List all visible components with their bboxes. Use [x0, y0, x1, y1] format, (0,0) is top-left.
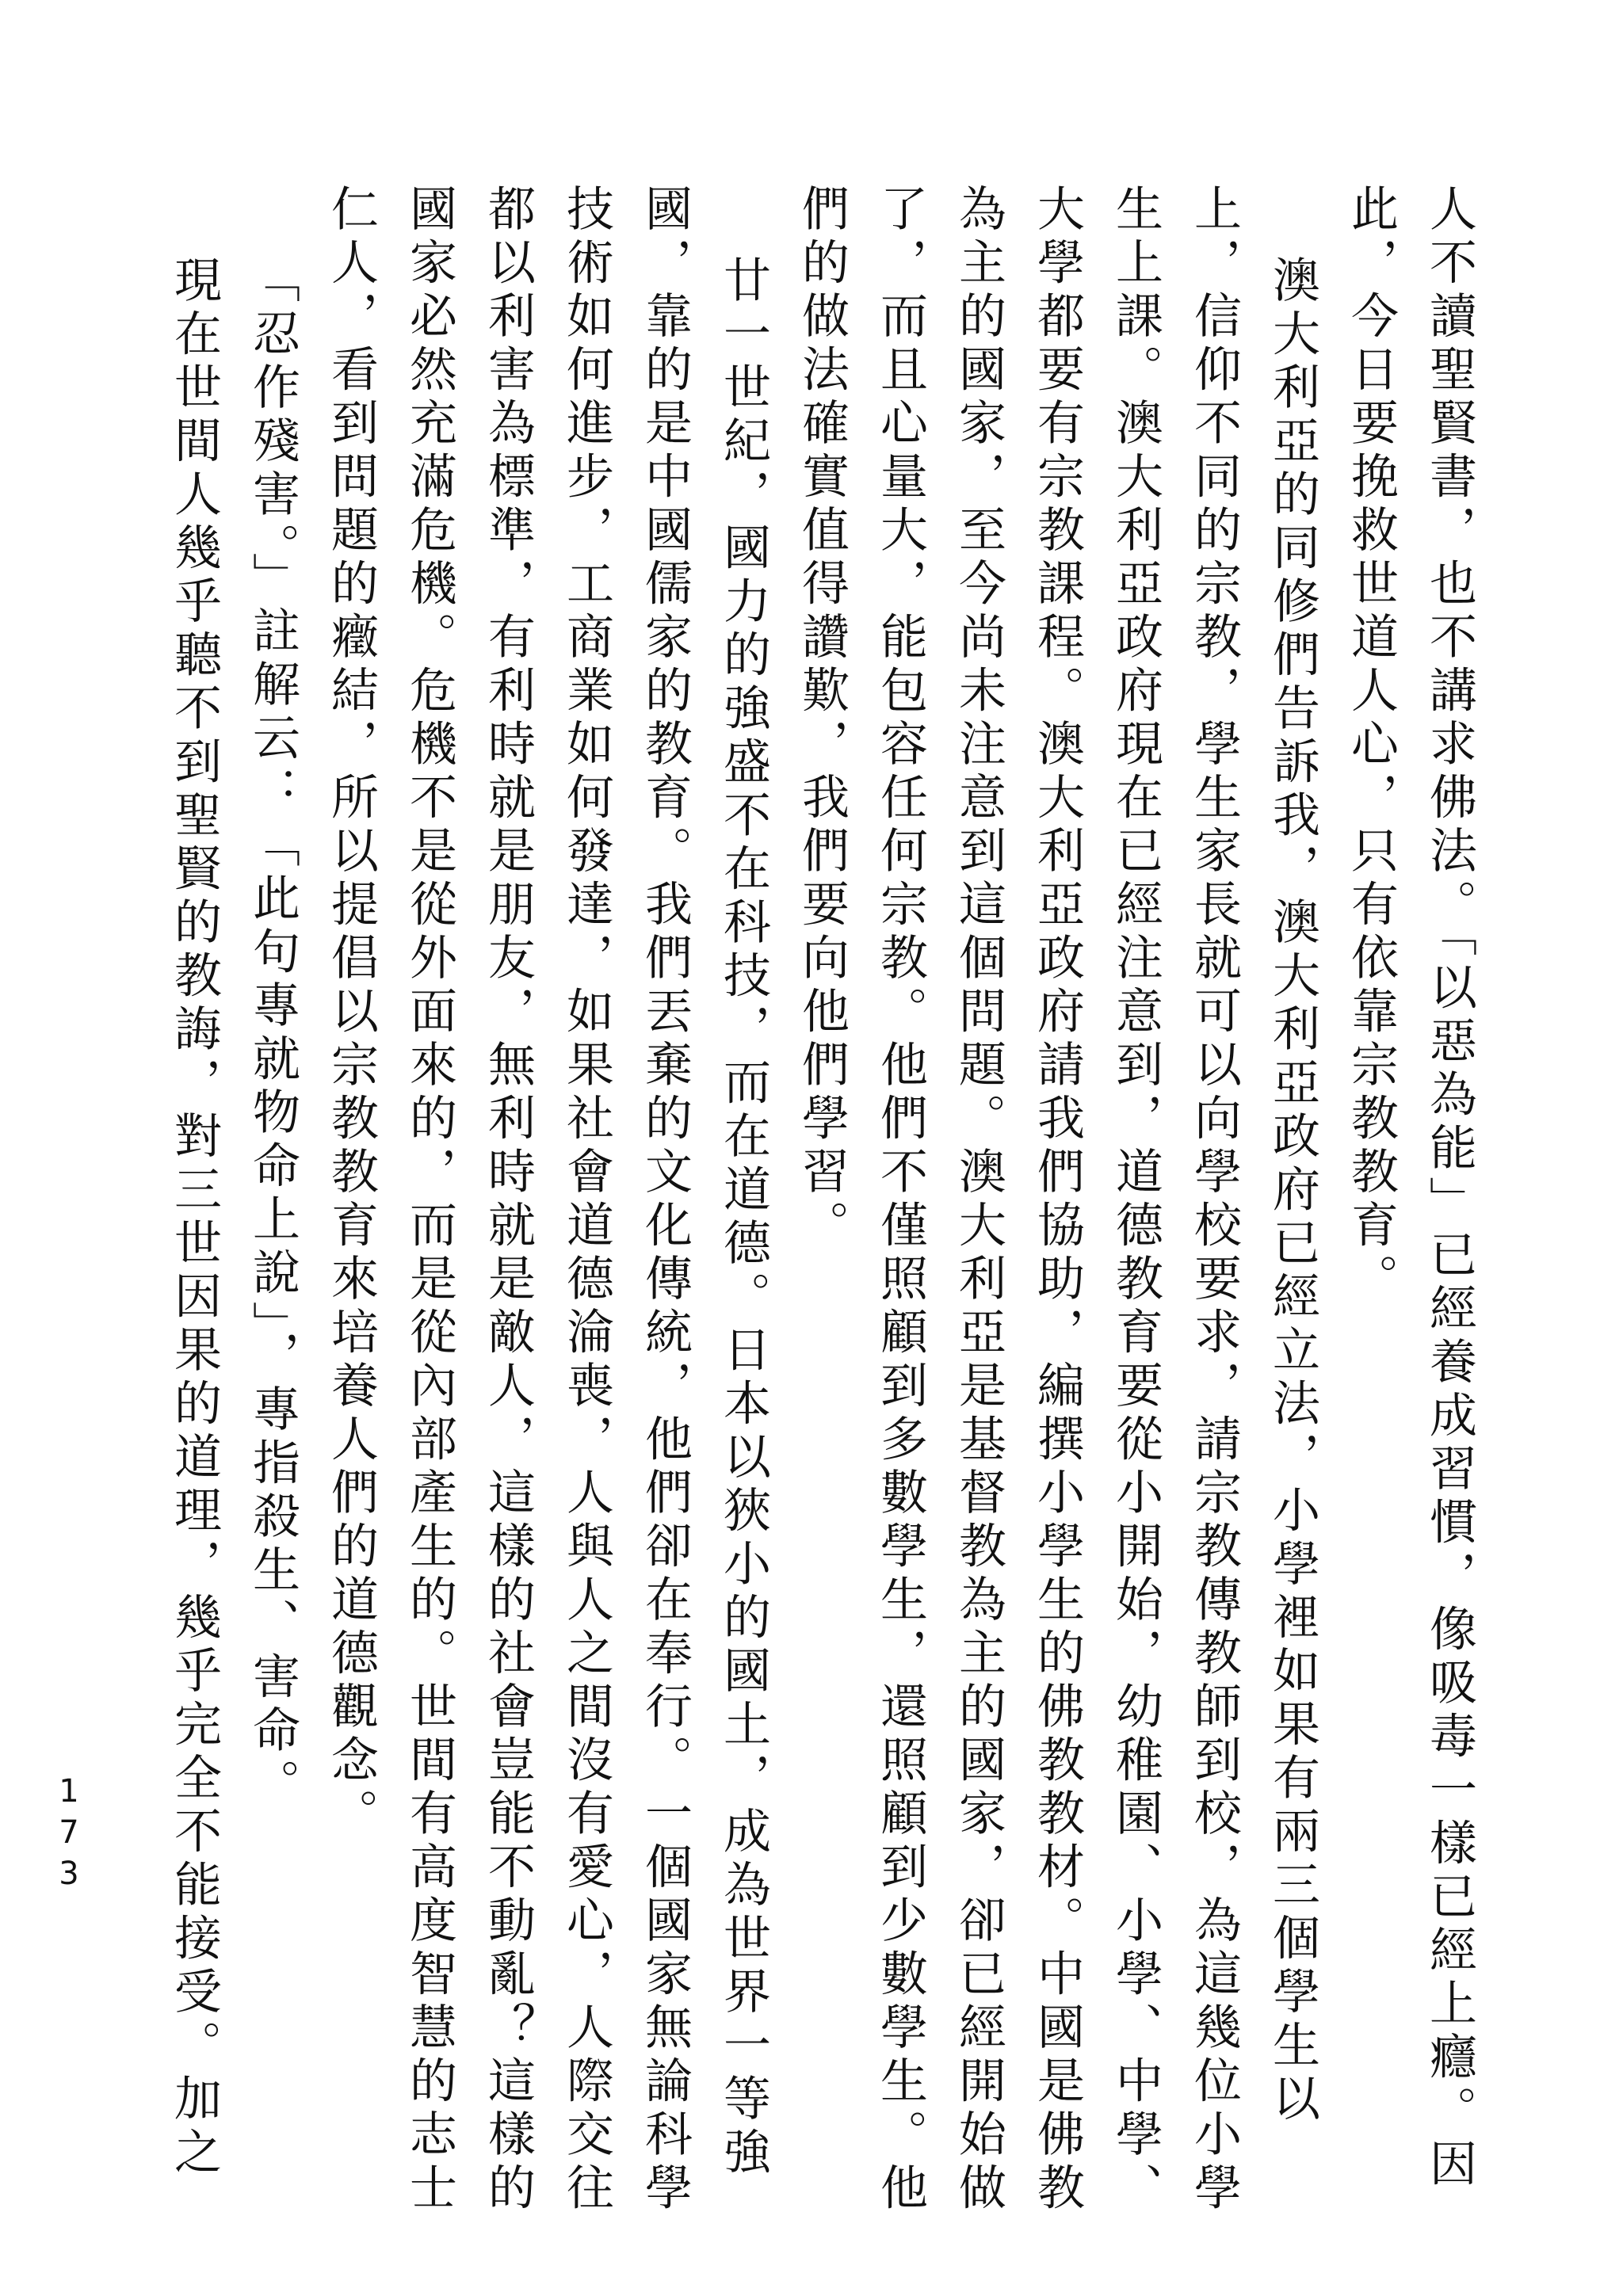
text-column-13: 都以利害為標準，有利時就是朋友，無利時就是敵人，這樣的社會豈能不動亂？這樣的	[480, 184, 536, 2216]
text-column-16-indented: 「忍作殘害。」註解云：「此句專就物命上說」，專指殺生、害命。	[245, 255, 300, 1812]
text-column-4: 上，信仰不同的宗教，學生家長就可以向學校要求，請宗教傳教師到校，為這幾位小學	[1186, 184, 1242, 2216]
text-column-9: 們的做法確實值得讚歎，我們要向他們學習。	[794, 184, 850, 1253]
text-column-15: 仁人，看到問題的癥結，所以提倡以宗教教育來培養人們的道德觀念。	[323, 184, 379, 1842]
text-column-11: 國，靠的是中國儒家的教育。我們丟棄的文化傳統，他們卻在奉行。一個國家無論科學	[637, 184, 693, 2216]
text-column-5: 生上課。澳大利亞政府現在已經注意到，道德教育要從小開始，幼稚園、小學、中學、	[1108, 184, 1163, 2216]
text-column-3-indented: 澳大利亞的同修們告訴我，澳大利亞政府已經立法，小學裡如果有兩三個學生以	[1265, 255, 1320, 2127]
text-column-14: 國家必然充滿危機。危機不是從外面來的，而是從內部產生的。世間有高度智慧的志士	[402, 184, 457, 2216]
page-number: 173	[51, 1773, 87, 1897]
text-column-10-indented: 廿一世紀，國力的強盛不在科技，而在道德。日本以狹小的國土，成為世界一等強	[716, 255, 771, 2180]
text-column-8: 了，而且心量大，能包容任何宗教。他們不僅照顧到多數學生，還照顧到少數學生。他	[873, 184, 928, 2216]
text-column-6: 大學都要有宗教課程。澳大利亞政府請我們協助，編撰小學生的佛教教材。中國是佛教	[1029, 184, 1085, 2216]
text-column-1: 人不讀聖賢書，也不講求佛法。「以惡為能」已經養成習慣，像吸毒一樣已經上癮。因	[1422, 184, 1477, 2192]
text-column-2: 此，今日要挽救世道人心，只有依靠宗教教育。	[1343, 184, 1399, 1307]
text-column-12: 技術如何進步，工商業如何發達，如果社會道德淪喪，人與人之間沒有愛心，人際交往	[559, 184, 614, 2216]
text-column-17: 現在世間人幾乎聽不到聖賢的教誨，對三世因果的道理，幾乎完全不能接受。加之	[166, 255, 222, 2180]
text-column-7: 為主的國家，至今尚未注意到這個問題。澳大利亞是基督教為主的國家，卻已經開始做	[951, 184, 1006, 2216]
